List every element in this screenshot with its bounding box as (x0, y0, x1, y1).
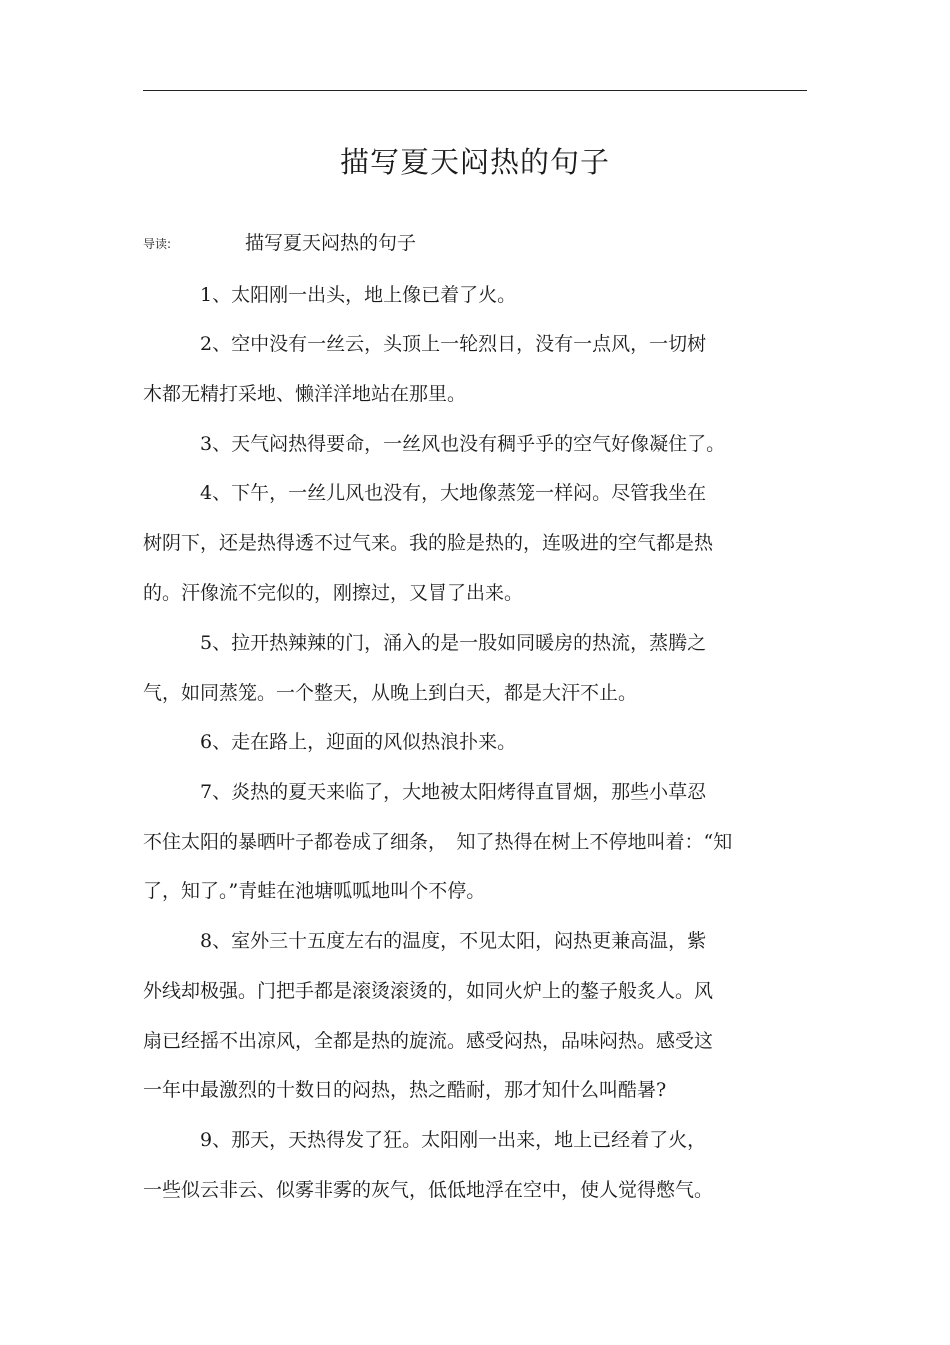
text-line: 不住太阳的暴晒叶子都卷成了细条， 知了热得在树上不停地叫着：“知 (143, 831, 733, 853)
text-line: 气，如同蒸笼。一个整天，从晚上到白天，都是大汗不止。 (143, 682, 638, 704)
lead-text: 描写夏天闷热的句子 (245, 232, 417, 254)
text-line: 1、太阳刚一出头，地上像已着了火。 (200, 284, 517, 306)
text-line: 9、那天，天热得发了狂。太阳刚一出来，地上已经着了火， (200, 1129, 707, 1151)
text-line: 5、拉开热辣辣的门，涌入的是一股如同暖房的热流，蒸腾之 (200, 632, 707, 654)
text-line: 4、下午，一丝儿风也没有，大地像蒸笼一样闷。尽管我坐在 (200, 482, 707, 504)
text-line: 6、走在路上，迎面的风似热浪扑来。 (200, 731, 517, 753)
text-line: 3、天气闷热得要命，一丝风也没有稠乎乎的空气好像凝住了。 (200, 433, 726, 455)
text-line: 一年中最激烈的十数日的闷热，热之酷耐，那才知什么叫酷暑? (143, 1079, 667, 1101)
text-line: 扇已经摇不出凉风，全都是热的旋流。感受闷热，品味闷热。感受这 (143, 1030, 714, 1052)
text-line: 木都无精打采地、懒洋洋地站在那里。 (143, 383, 467, 405)
text-line: 的。汗像流不完似的，刚擦过，又冒了出来。 (143, 582, 524, 604)
lead-label: 导读: (143, 237, 172, 251)
top-rule (143, 90, 807, 91)
text-line: 外线却极强。门把手都是滚烫滚烫的，如同火炉上的鏊子般炙人。风 (143, 980, 714, 1002)
text-line: 8、室外三十五度左右的温度，不见太阳，闷热更兼高温，紫 (200, 930, 707, 952)
text-line: 一些似云非云、似雾非雾的灰气，低低地浮在空中，使人觉得憋气。 (143, 1179, 714, 1201)
text-line: 2、空中没有一丝云，头顶上一轮烈日，没有一点风，一切树 (200, 333, 707, 355)
document-title: 描写夏天闷热的句子 (339, 145, 610, 179)
text-line: 树阴下，还是热得透不过气来。我的脸是热的，连吸进的空气都是热 (143, 532, 714, 554)
text-line: 了，知了。”青蛙在池塘呱呱地叫个不停。 (143, 880, 486, 902)
text-line: 7、炎热的夏天来临了，大地被太阳烤得直冒烟，那些小草忍 (200, 781, 707, 803)
